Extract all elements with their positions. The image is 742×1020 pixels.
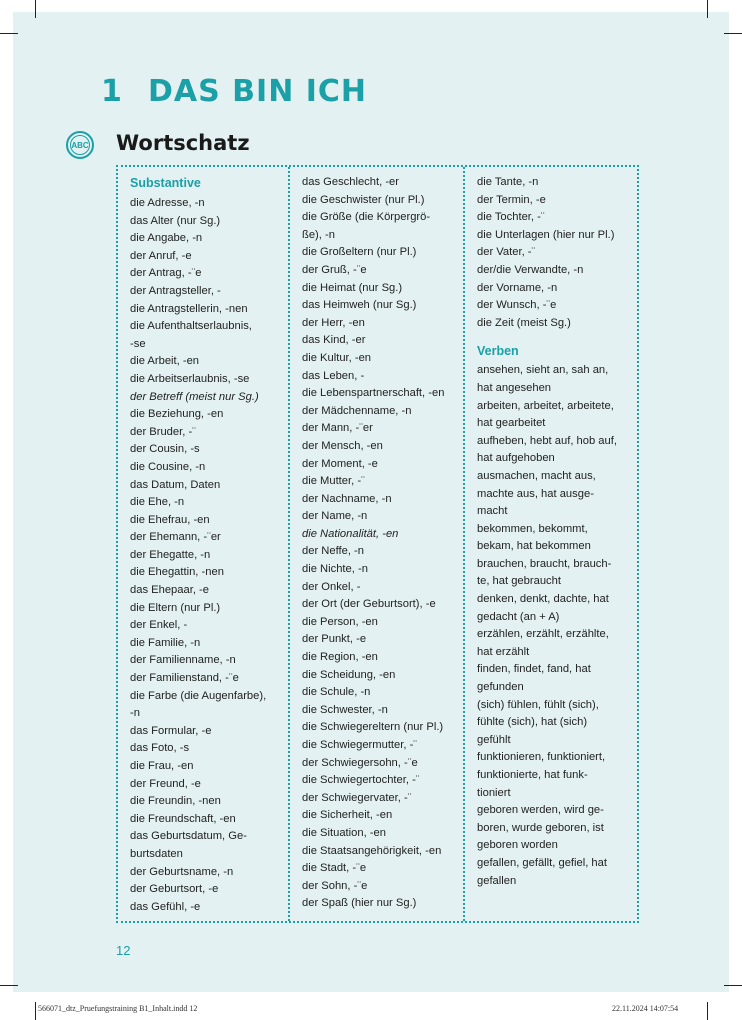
noun-entry (130, 564, 288, 582)
entry-line: der Mann, -¨er (302, 422, 373, 435)
noun-entry (302, 420, 463, 438)
entry-line: der Freund, -e (130, 777, 201, 790)
entry-line: die Schwiegereltern (nur Pl.) (302, 721, 444, 734)
abc-icon (66, 131, 94, 159)
entry-line: die Ehegattin, -nen (130, 566, 224, 579)
entry-line: das Geburtsdatum, Ge- (130, 830, 247, 843)
entry-line: das Foto, -s (130, 742, 190, 755)
vocab-column-2 (290, 167, 465, 921)
noun-entry (302, 280, 463, 298)
entry-line: ße), -n (302, 228, 335, 241)
entry-line: die Beziehung, -en (130, 408, 224, 421)
entry-line: der Spaß (hier nur Sg.) (302, 897, 417, 910)
noun-entry (130, 195, 288, 213)
entry-line: der Vorname, -n (477, 281, 558, 294)
noun-entry (302, 631, 463, 649)
noun-entry (130, 600, 288, 618)
noun-entry (130, 230, 288, 248)
noun-entry (302, 702, 463, 720)
entry-line: die Größe (die Körpergrö- (302, 211, 431, 224)
noun-entry (130, 670, 288, 688)
entry-line: -se (130, 337, 146, 350)
entry-line: geboren worden (477, 839, 558, 852)
noun-entry (130, 652, 288, 670)
entry-line: die Freundin, -nen (130, 795, 221, 808)
noun-entry (130, 723, 288, 741)
noun-entry (302, 737, 463, 755)
noun-entry (130, 828, 288, 863)
entry-line: der Mensch, -en (302, 439, 383, 452)
noun-entry (477, 244, 637, 262)
entry-line: das Geschlecht, -er (302, 176, 400, 188)
entry-line: der Onkel, - (302, 580, 361, 593)
noun-entry (130, 793, 288, 811)
verb-entry (477, 591, 637, 626)
noun-entry (130, 248, 288, 266)
verb-entry (477, 626, 637, 661)
entry-line: geboren werden, wird ge- (477, 804, 604, 817)
verb-entry (477, 362, 637, 397)
entry-line: der Ehegatte, -n (130, 548, 211, 561)
entry-line: der Wunsch, -¨e (477, 299, 557, 312)
noun-entry (302, 244, 463, 262)
noun-list (130, 195, 288, 916)
noun-entry (130, 283, 288, 301)
noun-entry (130, 512, 288, 530)
entry-line: ansehen, sieht an, sah an, (477, 364, 609, 377)
entry-line: die Scheidung, -en (302, 668, 396, 681)
entry-line: funktionierte, hat funk- (477, 769, 588, 781)
entry-line: die Person, -en (302, 615, 378, 628)
entry-line: der Schwiegervater, -¨ (302, 791, 412, 804)
noun-entry (302, 209, 463, 244)
noun-entry (130, 371, 288, 389)
entry-line: das Leben, - (302, 369, 365, 382)
noun-entry (130, 688, 288, 723)
noun-entry (130, 740, 288, 758)
entry-line: der Antrag, -¨e (130, 267, 202, 280)
noun-entry (477, 315, 637, 333)
entry-line: die Arbeit, -en (130, 355, 200, 368)
entry-line: der Punkt, -e (302, 633, 367, 646)
entry-line: der Anruf, -e (130, 249, 192, 262)
entry-line: der Familienname, -n (130, 654, 236, 667)
verb-entry (477, 855, 637, 890)
noun-entry (130, 406, 288, 424)
entry-line: die Farbe (die Augenfarbe), (130, 689, 267, 702)
entry-line: hat aufgehoben (477, 452, 555, 465)
entry-line: der Sohn, -¨e (302, 879, 368, 892)
entry-line: das Kind, -er (302, 334, 366, 347)
entry-line: die Angabe, -n (130, 232, 203, 245)
entry-line: der Betreff (meist nur Sg.) (130, 390, 259, 403)
noun-entry (302, 403, 463, 421)
noun-entry (130, 477, 288, 495)
chapter-heading: DAS BIN ICH (148, 74, 368, 109)
noun-entry (302, 895, 463, 913)
noun-entry (130, 899, 288, 917)
entry-line: die Stadt, -¨e (302, 862, 367, 875)
verb-entry (477, 697, 637, 750)
entry-line: der Bruder, -¨ (130, 425, 196, 438)
entry-line: -n (130, 707, 140, 720)
entry-line: bekam, hat bekommen (477, 540, 591, 553)
chapter-number: 1 (101, 74, 123, 109)
noun-entry (477, 227, 637, 245)
noun-entry (302, 825, 463, 843)
entry-line: der Name, -n (302, 510, 368, 523)
vocabulary-box (116, 165, 639, 923)
noun-entry (477, 192, 637, 210)
noun-entry (302, 508, 463, 526)
entry-line: gedacht (an + A) (477, 610, 560, 623)
verb-entry (477, 749, 637, 802)
entry-line: die Geschwister (nur Pl.) (302, 193, 425, 206)
entry-line: boren, wurde geboren, ist (477, 821, 604, 834)
entry-line: tioniert (477, 786, 511, 799)
verb-entry (477, 802, 637, 855)
entry-line: die Nichte, -n (302, 563, 368, 576)
entry-line: die Eltern (nur Pl.) (130, 601, 221, 614)
entry-line: burtsdaten (130, 847, 183, 860)
verb-entry (477, 433, 637, 468)
crop-mark (0, 985, 18, 986)
entry-line: gefunden (477, 681, 524, 694)
noun-entry (302, 332, 463, 350)
entry-line: die Tante, -n (477, 176, 539, 188)
entry-line: der Gruß, -¨e (302, 263, 367, 276)
entry-line: der Herr, -en (302, 316, 365, 329)
noun-entry (302, 772, 463, 790)
noun-entry (130, 459, 288, 477)
noun-entry (302, 790, 463, 808)
entry-line: die Schwiegermutter, -¨ (302, 739, 418, 751)
entry-line: die Schule, -n (302, 686, 371, 699)
entry-line: die Frau, -en (130, 760, 194, 772)
noun-entry (302, 719, 463, 737)
section-title: Wortschatz (116, 131, 250, 155)
noun-entry (130, 389, 288, 407)
noun-entry (130, 617, 288, 635)
noun-entry (302, 878, 463, 896)
noun-entry (130, 494, 288, 512)
noun-entry (302, 596, 463, 614)
noun-entry (302, 350, 463, 368)
noun-entry (302, 561, 463, 579)
entry-line: die Familie, -n (130, 636, 201, 649)
entry-line: die Cousine, -n (130, 460, 206, 473)
entry-line: das Gefühl, -e (130, 900, 201, 913)
noun-entry (302, 579, 463, 597)
entry-line: der Moment, -e (302, 457, 378, 470)
entry-line: te, hat gebraucht (477, 575, 561, 588)
noun-entry (302, 755, 463, 773)
noun-entry (302, 456, 463, 474)
entry-line: die Ehe, -n (130, 496, 185, 509)
entry-line: der Enkel, - (130, 619, 188, 632)
noun-entry (302, 315, 463, 333)
entry-line: der Nachname, -n (302, 492, 392, 505)
entry-line: erzählen, erzählt, erzählte, (477, 628, 609, 641)
noun-entry (302, 843, 463, 861)
entry-line: die Zeit (meist Sg.) (477, 316, 571, 329)
entry-line: hat angesehen (477, 381, 552, 394)
entry-line: der Termin, -e (477, 193, 546, 206)
entry-line: der Antragsteller, - (130, 284, 221, 297)
noun-list (302, 174, 463, 913)
entry-line: die Schwester, -n (302, 703, 388, 716)
entry-line: der Geburtsname, -n (130, 865, 234, 878)
entry-line: die Sicherheit, -en (302, 809, 393, 822)
entry-line: bekommen, bekommt, (477, 522, 588, 535)
noun-entry (302, 297, 463, 315)
entry-line: die Schwiegertochter, -¨ (302, 774, 420, 787)
noun-entry (302, 368, 463, 386)
entry-line: die Antragstellerin, -nen (130, 302, 248, 315)
entry-line: die Staatsangehörigkeit, -en (302, 844, 442, 857)
entry-line: das Heimweh (nur Sg.) (302, 299, 417, 312)
crop-mark (35, 1002, 36, 1020)
entry-line: der Neffe, -n (302, 545, 364, 558)
verb-entry (477, 398, 637, 433)
noun-list (477, 174, 637, 332)
entry-line: ausmachen, macht aus, (477, 469, 596, 482)
noun-entry (477, 262, 637, 280)
entry-line: die Kultur, -en (302, 351, 372, 364)
entry-line: die Nationalität, -en (302, 527, 399, 540)
noun-entry (302, 860, 463, 878)
entry-line: die Ehefrau, -en (130, 513, 210, 526)
noun-entry (130, 424, 288, 442)
noun-entry (302, 667, 463, 685)
crop-mark (707, 0, 708, 18)
noun-entry (130, 213, 288, 231)
noun-entry (130, 776, 288, 794)
noun-entry (130, 547, 288, 565)
page-number: 12 (116, 943, 131, 958)
entry-line: das Formular, -e (130, 724, 212, 737)
noun-entry (477, 209, 637, 227)
entry-line: die Situation, -en (302, 826, 386, 839)
entry-line: (sich) fühlen, fühlt (sich), (477, 698, 599, 711)
noun-entry (130, 301, 288, 319)
verb-list (477, 362, 637, 890)
entry-line: der Familienstand, -¨e (130, 672, 239, 685)
entry-line: der Geburtsort, -e (130, 883, 219, 896)
crop-mark (707, 1002, 708, 1020)
entry-line: machte aus, hat ausge- (477, 487, 594, 500)
abc-icon-label: ABC (71, 140, 89, 150)
entry-line: das Datum, Daten (130, 478, 221, 491)
entry-line: der Cousin, -s (130, 443, 200, 456)
noun-entry (302, 438, 463, 456)
entry-line: die Tochter, -¨ (477, 211, 545, 224)
entry-line: die Heimat (nur Sg.) (302, 281, 403, 294)
entry-line: macht (477, 505, 508, 518)
print-slug: 566071_dtz_Pruefungstraining B1_Inhalt.indd 12 (38, 1004, 198, 1013)
entry-line: die Region, -en (302, 651, 378, 664)
entry-line: der Vater, -¨ (477, 246, 536, 259)
vocab-column-1 (118, 167, 290, 921)
crop-mark (0, 33, 18, 34)
noun-entry (130, 635, 288, 653)
verb-entry (477, 521, 637, 556)
verb-entry (477, 661, 637, 696)
noun-entry (302, 473, 463, 491)
entry-line: die Adresse, -n (130, 197, 205, 209)
noun-entry (130, 318, 288, 353)
noun-entry (130, 353, 288, 371)
noun-entry (302, 385, 463, 403)
noun-entry (302, 262, 463, 280)
vocab-column-3 (465, 167, 637, 921)
entry-line: finden, findet, fand, hat (477, 663, 591, 676)
entry-line: denken, denkt, dachte, hat (477, 593, 609, 606)
entry-line: fühlte (sich), hat (sich) (477, 716, 588, 729)
entry-line: das Ehepaar, -e (130, 584, 209, 597)
noun-entry (477, 280, 637, 298)
chapter-title (101, 74, 367, 109)
noun-entry (302, 684, 463, 702)
entry-line: arbeiten, arbeitet, arbeitete, (477, 399, 614, 412)
print-timestamp: 22.11.2024 14:07:54 (612, 1004, 679, 1013)
entry-line: die Unterlagen (hier nur Pl.) (477, 228, 615, 241)
entry-line: hat gearbeitet (477, 417, 546, 430)
noun-entry (130, 265, 288, 283)
noun-entry (130, 881, 288, 899)
noun-entry (302, 526, 463, 544)
verben-heading: Verben (477, 344, 519, 359)
entry-line: der Ort (der Geburtsort), -e (302, 598, 436, 611)
entry-line: die Mutter, -¨ (302, 475, 365, 488)
entry-line: die Arbeitserlaubnis, -se (130, 372, 250, 385)
crop-mark (724, 33, 742, 34)
entry-line: die Lebenspartnerschaft, -en (302, 387, 445, 400)
noun-entry (302, 543, 463, 561)
entry-line: das Alter (nur Sg.) (130, 214, 221, 227)
entry-line: aufheben, hebt auf, hob auf, (477, 434, 617, 447)
noun-entry (302, 649, 463, 667)
noun-entry (130, 811, 288, 829)
noun-entry (302, 174, 463, 192)
noun-entry (477, 174, 637, 192)
noun-entry (302, 614, 463, 632)
entry-line: der Mädchenname, -n (302, 404, 412, 417)
entry-line: gefallen (477, 874, 517, 887)
noun-entry (130, 441, 288, 459)
noun-entry (130, 529, 288, 547)
entry-line: hat erzählt (477, 645, 530, 658)
crop-mark (35, 0, 36, 18)
entry-line: gefühlt (477, 733, 511, 746)
entry-line: die Großeltern (nur Pl.) (302, 246, 417, 259)
noun-entry (130, 758, 288, 776)
noun-entry (130, 864, 288, 882)
entry-line: brauchen, braucht, brauch- (477, 557, 612, 570)
entry-line: die Aufenthaltserlaubnis, (130, 320, 252, 333)
verb-entry (477, 556, 637, 591)
entry-line: funktionieren, funktioniert, (477, 751, 606, 764)
entry-line: die Freundschaft, -en (130, 812, 236, 825)
entry-line: der Schwiegersohn, -¨e (302, 756, 418, 769)
noun-entry (302, 807, 463, 825)
crop-mark (724, 985, 742, 986)
noun-entry (477, 297, 637, 315)
verb-entry (477, 468, 637, 521)
entry-line: gefallen, gefällt, gefiel, hat (477, 856, 607, 869)
noun-entry (302, 192, 463, 210)
noun-entry (130, 582, 288, 600)
noun-entry (302, 491, 463, 509)
entry-line: der Ehemann, -¨er (130, 531, 221, 544)
entry-line: der/die Verwandte, -n (477, 263, 584, 276)
substantive-heading: Substantive (130, 176, 201, 190)
